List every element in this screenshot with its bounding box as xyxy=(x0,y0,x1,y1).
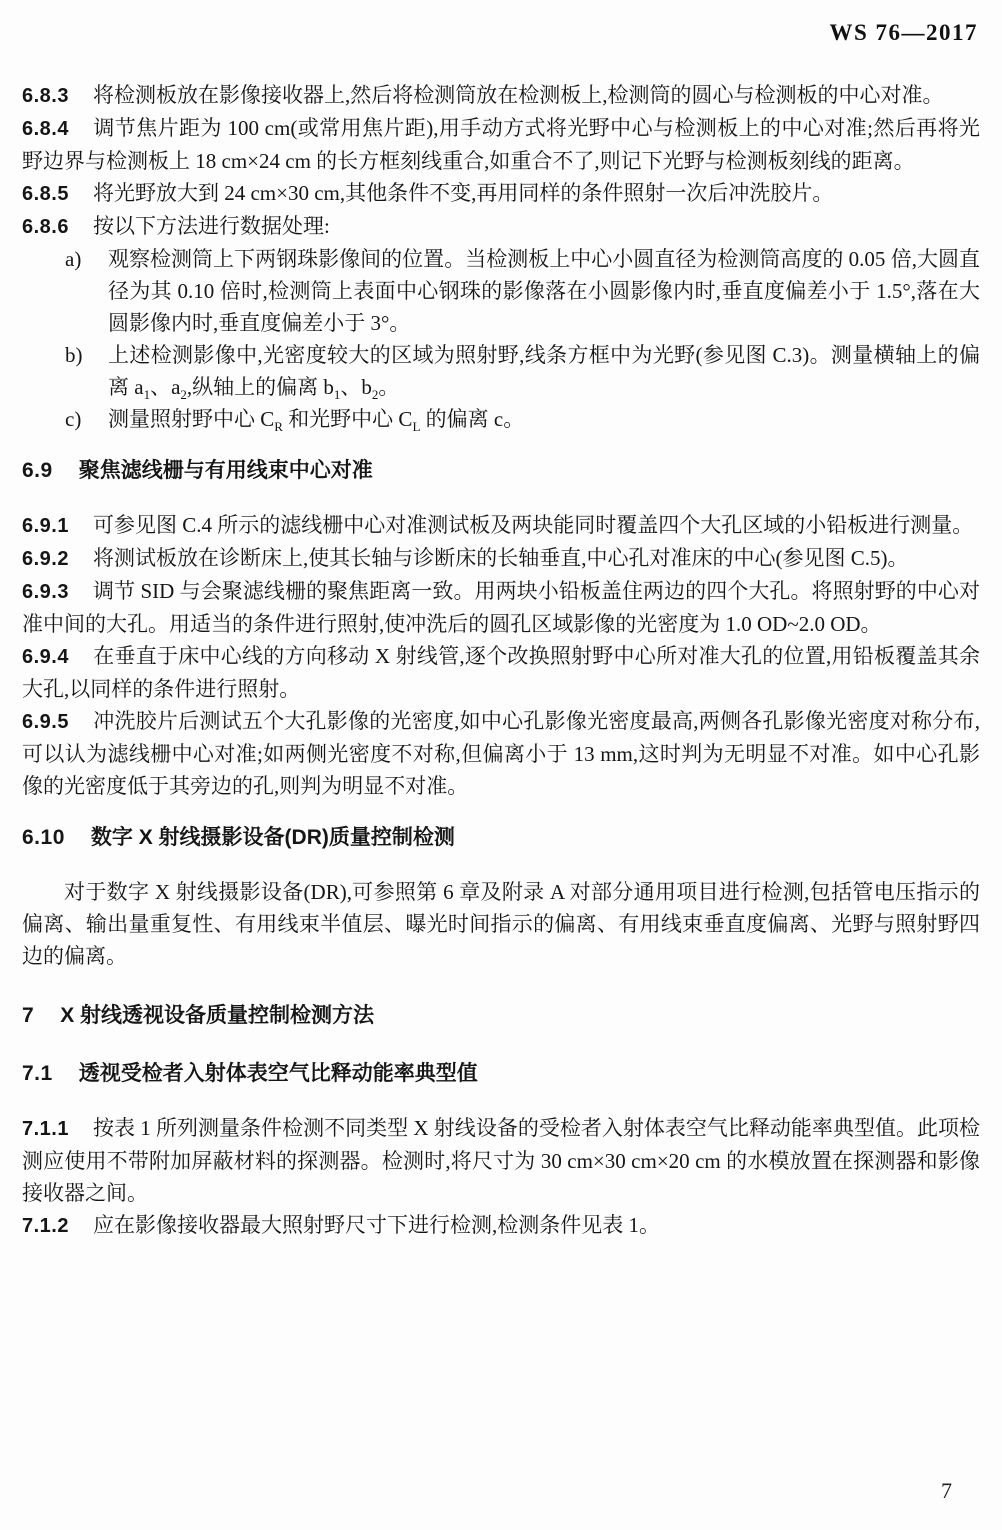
subscript: L xyxy=(412,419,421,435)
text-segment: 的偏离 c。 xyxy=(420,407,525,431)
list-marker: a) xyxy=(65,247,82,271)
clause-7-1-2 xyxy=(22,1209,980,1242)
clause-6-8-4 xyxy=(22,112,980,177)
list-item-text xyxy=(108,339,980,403)
chapter-number: 7 xyxy=(22,1004,35,1027)
clause-text: 将检测板放在影像接收器上,然后将检测筒放在检测板上,检测筒的圆心与检测板的中心对准。 xyxy=(92,83,944,107)
clause-6-9-2 xyxy=(22,542,980,575)
clause-text: 应在影像接收器最大照射野尺寸下进行检测,检测条件见表 1。 xyxy=(92,1213,660,1237)
chapter-heading-7 xyxy=(22,1000,980,1032)
subscript: R xyxy=(274,419,283,435)
document-body xyxy=(22,79,980,1242)
section-number: 6.9 xyxy=(22,459,53,482)
section-title: 透视受检者入射体表空气比释动能率典型值 xyxy=(78,1062,478,1085)
text-segment: ,纵轴上的偏离 b xyxy=(186,375,334,399)
clause-6-9-1 xyxy=(22,509,980,542)
clause-6-9-4 xyxy=(22,640,980,705)
clause-text: 在垂直于床中心线的方向移动 X 射线管,逐个改换照射野中心所对准大孔的位置,用铅板覆盖其余大孔,以同样的条件进行照射。 xyxy=(22,644,980,701)
clause-number: 6.8.5 xyxy=(22,183,69,205)
list-item-text xyxy=(108,403,980,435)
text-segment: 上述检测影像中,光密度较大的区域为照射野,线条方框中为光野(参见图 C.3)。测量横轴上的偏离 a xyxy=(108,343,980,399)
clause-number: 6.8.6 xyxy=(22,216,69,238)
list-item-c xyxy=(22,403,980,435)
clause-text: 将光野放大到 24 cm×30 cm,其他条件不变,再用同样的条件照射一次后冲洗胶片。 xyxy=(92,181,834,205)
section-title: 数字 X 射线摄影设备(DR)质量控制检测 xyxy=(90,826,455,849)
clause-text: 冲洗胶片后测试五个大孔影像的光密度,如中心孔影像光密度最高,两侧各孔影像光密度对称分布,可以认为滤线栅中心对准;如两侧光密度不对称,但偏离小于 13 mm,这时判为无明显不对准。如中心孔影像的光密度低于其旁边的孔,则判为明显不对准。 xyxy=(22,709,980,798)
text-segment: 。 xyxy=(378,375,400,399)
section-heading-7-1 xyxy=(22,1058,980,1090)
standard-code: WS 76—2017 xyxy=(829,20,978,45)
clause-6-9-3 xyxy=(22,575,980,640)
clause-number: 6.8.4 xyxy=(22,118,69,140)
clause-number: 6.9.4 xyxy=(22,646,69,668)
text-segment: 、a xyxy=(150,375,181,399)
clause-6-8-3 xyxy=(22,79,980,112)
text-segment: 和光野中心 C xyxy=(282,407,413,431)
clause-text: 将测试板放在诊断床上,使其长轴与诊断床的长轴垂直,中心孔对准床的中心(参见图 C.5)。 xyxy=(92,546,909,570)
clause-number: 6.9.5 xyxy=(22,711,69,733)
clause-text: 按表 1 所列测量条件检测不同类型 X 射线设备的受检者入射体表空气比释动能率典型值。此项检测应使用不带附加屏蔽材料的探测器。检测时,将尺寸为 30 cm×30 cm×20 cm 的水模放置在探测器和影像接收器之间。 xyxy=(22,1116,980,1205)
clause-number: 7.1.2 xyxy=(22,1215,69,1237)
section-title: 聚焦滤线栅与有用线束中心对准 xyxy=(78,459,373,482)
page-number: 7 xyxy=(941,1478,952,1503)
clause-number: 6.9.1 xyxy=(22,515,69,537)
subscript: 2 xyxy=(180,387,187,403)
clause-text: 按以下方法进行数据处理: xyxy=(92,214,330,238)
list-marker: c) xyxy=(65,407,82,431)
list-item-text: 观察检测筒上下两钢珠影像间的位置。当检测板上中心小圆直径为检测筒高度的 0.05 倍,大圆直径为其 0.10 倍时,检测筒上表面中心钢珠的影像落在小圆影像内时,垂直度偏差小于 1.5°,落在大圆影像内时,垂直度偏差小于 3°。 xyxy=(108,247,980,335)
clause-number: 6.9.3 xyxy=(22,581,69,603)
clause-6-8-5 xyxy=(22,177,980,210)
clause-number: 6.9.2 xyxy=(22,548,69,570)
section-heading-6-10 xyxy=(22,822,980,854)
section-heading-6-9 xyxy=(22,455,980,487)
list-item-b xyxy=(22,339,980,403)
subscript: 1 xyxy=(333,387,341,403)
clause-7-1-1 xyxy=(22,1112,980,1209)
clause-6-9-5 xyxy=(22,705,980,802)
clause-6-8-6 xyxy=(22,210,980,243)
text-segment: 测量照射野中心 C xyxy=(108,407,275,431)
list-item-a xyxy=(22,243,980,339)
section-number: 7.1 xyxy=(22,1062,53,1085)
clause-text: 可参见图 C.4 所示的滤线栅中心对准测试板及两块能同时覆盖四个大孔区域的小铅板进行测量。 xyxy=(92,513,974,537)
clause-number: 7.1.1 xyxy=(22,1118,69,1140)
chapter-title: X 射线透视设备质量控制检测方法 xyxy=(60,1004,375,1027)
subscript: 1 xyxy=(143,387,151,403)
subscript: 2 xyxy=(371,387,379,403)
paragraph-6-10: 对于数字 X 射线摄影设备(DR),可参照第 6 章及附录 A 对部分通用项目进行检测,包括管电压指示的偏离、输出量重复性、有用线束半值层、曝光时间指示的偏离、有用线束垂直度偏离、光野与照射野四边的偏离。 xyxy=(22,880,980,968)
clause-text: 调节 SID 与会聚滤线栅的聚焦距离一致。用两块小铅板盖住两边的四个大孔。将照射野的中心对准中间的大孔。用适当的条件进行照射,使冲洗后的圆孔区域影像的光密度为 1.0 OD~2.0 OD。 xyxy=(22,579,980,636)
section-number: 6.10 xyxy=(22,826,65,849)
page-header xyxy=(829,20,978,46)
clause-number: 6.8.3 xyxy=(22,85,69,107)
text-segment: 、b xyxy=(340,375,372,399)
list-marker: b) xyxy=(65,343,83,367)
clause-text: 调节焦片距为 100 cm(或常用焦片距),用手动方式将光野中心与检测板上的中心对准;然后再将光野边界与检测板上 18 cm×24 cm 的长方框刻线重合,如重合不了,则记下光野与检测板刻线的距离。 xyxy=(22,116,980,173)
